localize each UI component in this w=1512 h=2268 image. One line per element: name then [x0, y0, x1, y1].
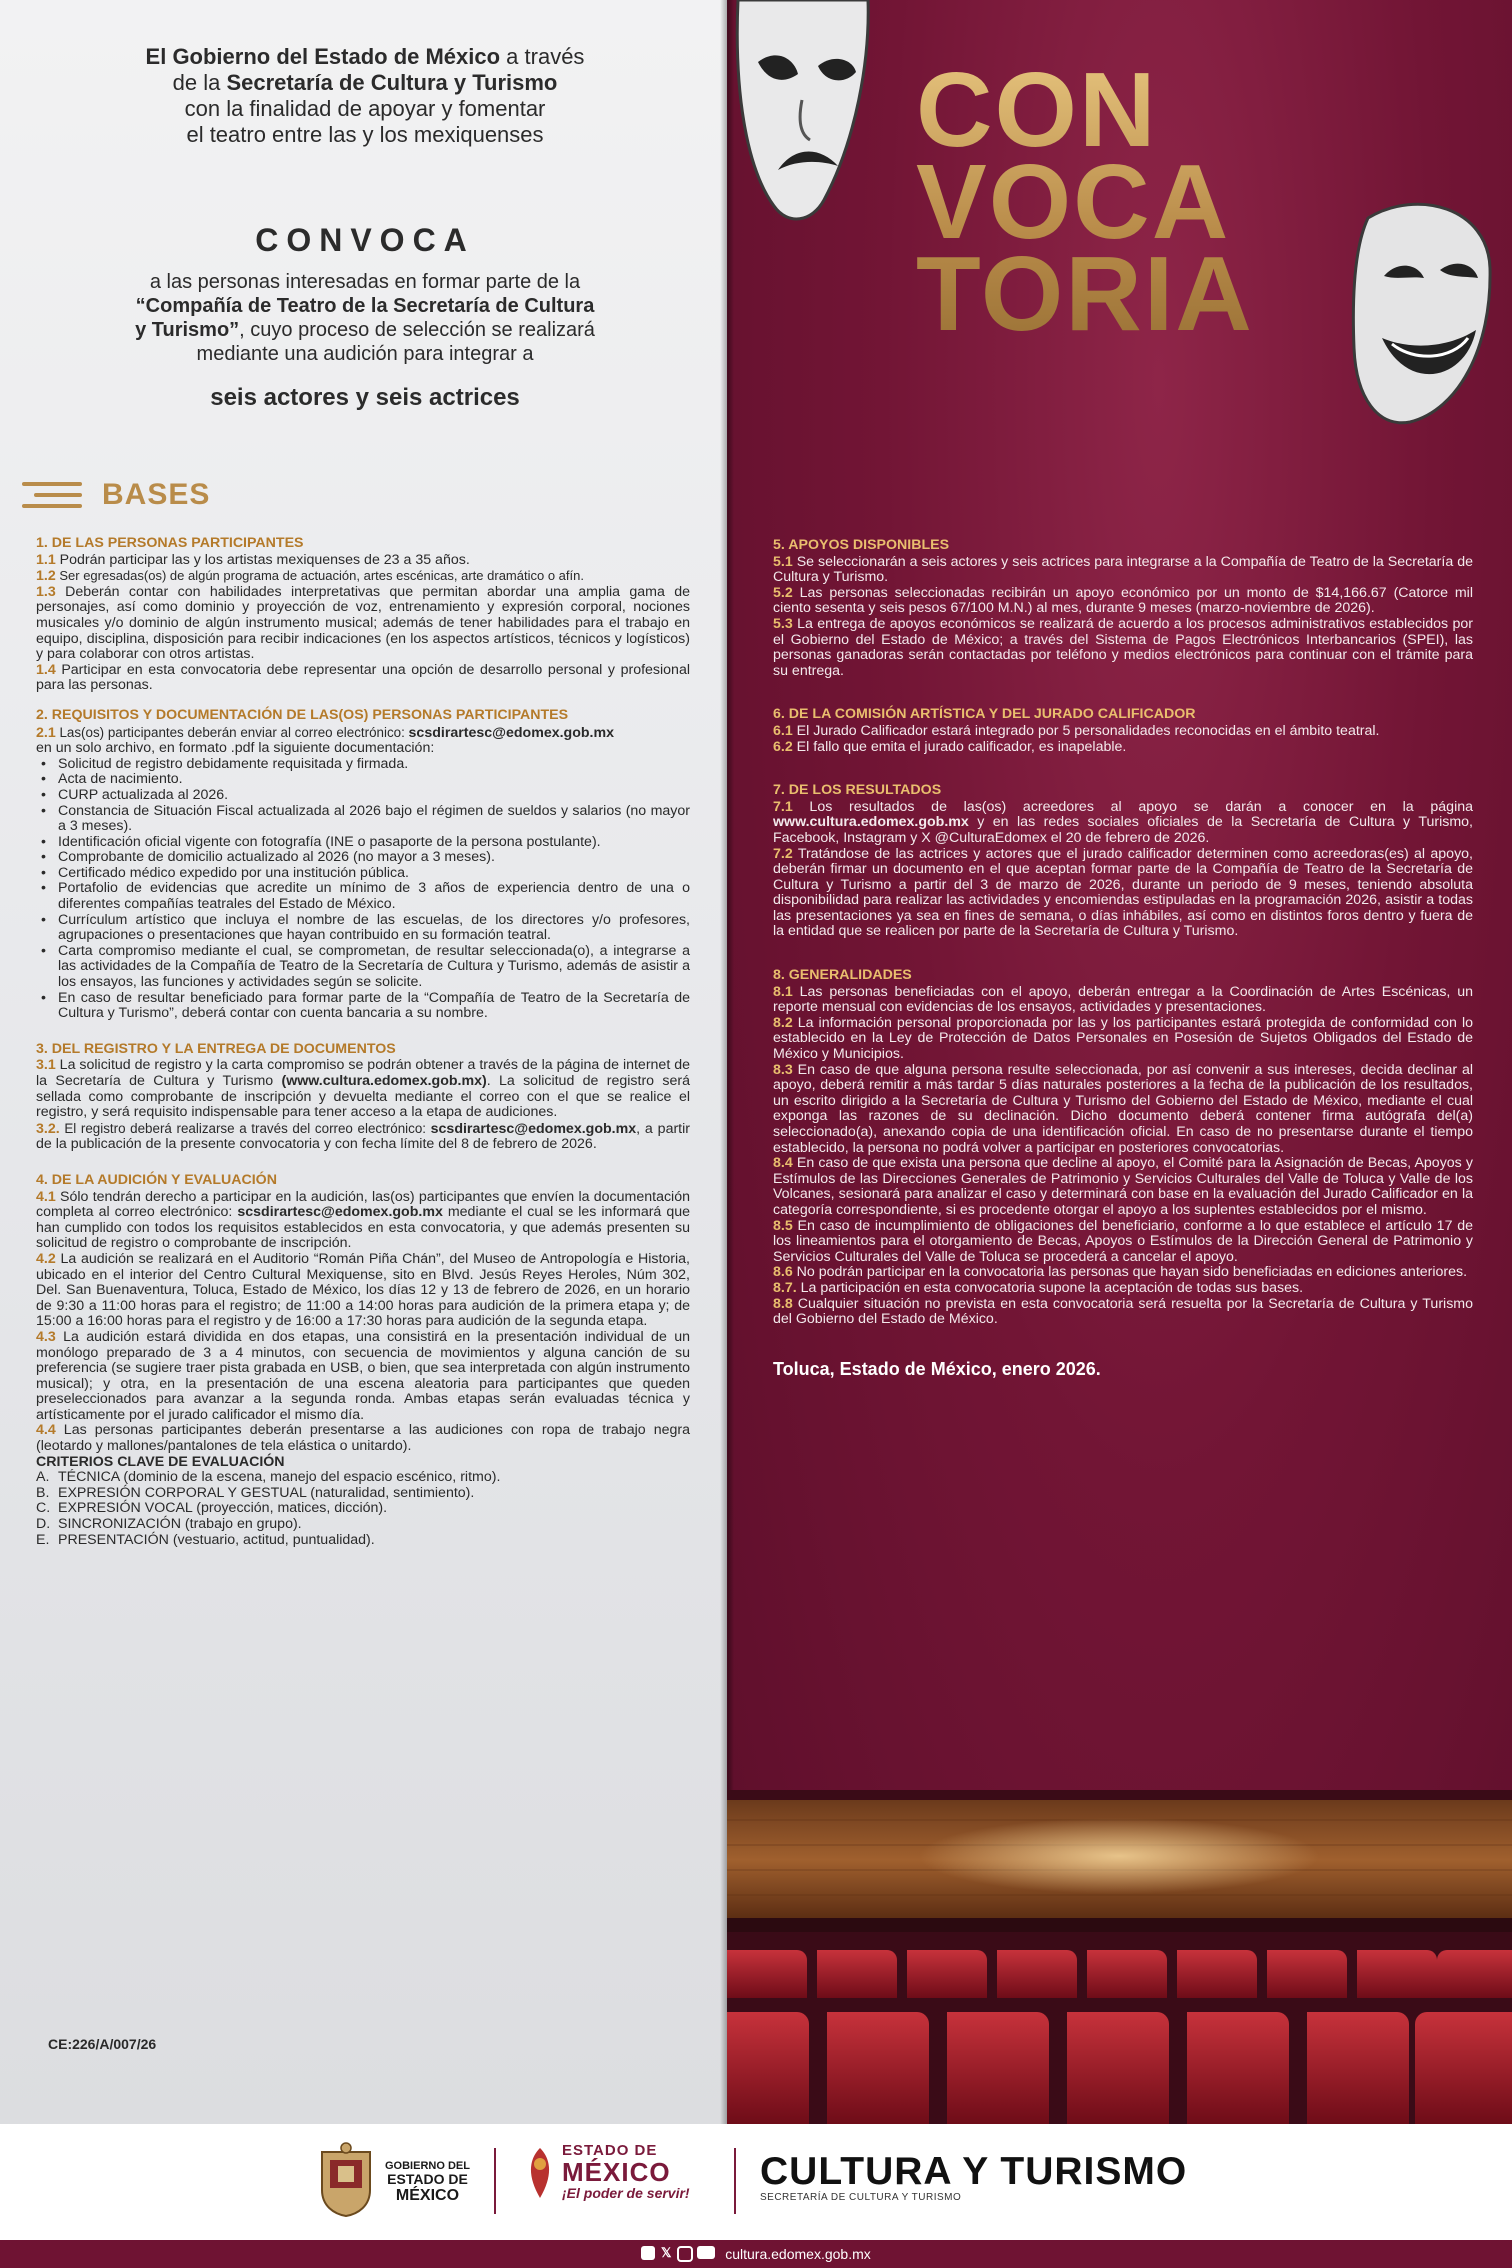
instagram-icon[interactable]: [677, 2246, 693, 2262]
section-title: 1. DE LAS PERSONAS PARTICIPANTES: [36, 535, 304, 551]
paragraph: 6.2 El fallo que emita el jurado calificador, es inapelable.: [773, 738, 1127, 755]
paragraph: 8.3 En caso de que alguna persona resulte seleccionada, por así convenir a sus intereses, decida declinar al apoyo, deberá remitir a más tardar 5 días naturales posteriores a la fecha de la publicación de los resultados, un escrito dirigido a la Secretaría de Cultura y Turismo del Gobierno del Estado de México, mediante el cual exponga las razones de su declinación. Dicho documento deberá contener firma autógrafa del(a) seleccionado(a), anexando copia de una identificación oficial. En caso de no presentarse durante el tiempo establecido, la persona no podrá volver a participar en posteriores convocatorias.: [773, 1061, 1473, 1156]
paragraph: 7.2 Tratándose de las actrices y actores que el jurado calificador determinen como acreedoras(es) al apoyo, deberán firmar un documento en el que aceptan formar parte de la Compañía de Teatro de la Secretaría de Cultura y Turismo a partir del 3 de marzo de 2026, durante un periodo de 9 meses, teniendo absoluta disponibilidad para realizar las actividades y encomiendas estipuladas en la programación 2026, asistir a todas las presentaciones ya sea en fines de semana, o días inhábiles, así como en distintos foros dentro y fuera de la entidad que se realicen por parte de la Secretaría de Cultura y Turismo.: [773, 845, 1473, 940]
criteria-item: A. TÉCNICA (dominio de la escena, manejo del espacio escénico, ritmo).: [36, 1469, 501, 1486]
bases-heading: [22, 478, 210, 512]
theater-stage-illustration: [727, 1790, 1512, 2124]
paragraph: 4.3 La audición estará dividida en dos etapas, una consistirá en la presentación individual de un monólogo preparado de 3 a 4 minutos, con secuencia de movimientos y alguna canción de su preferencia (se sugiere traer pista grabada en USB, o bien, que sea interpretada con algún instrumento musical); y otra, en la presentación de una escena aleatoria para participantes que queden preseleccionados para avanzar a la segunda ronda. Ambas etapas serán evaluadas técnica y artísticamente por el jurado calificador el mismo día.: [36, 1328, 690, 1423]
paragraph: 4.2 La audición se realizará en el Auditorio “Román Piña Chán”, del Museo de Antropología e Historia, ubicado en el interior del Centro Cultural Mexiquense, sito en Blvd. Jesús Reyes Heroles, Núm 302, Del. San Buenaventura, Toluca, Estado de México, los días 12 y 13 de febrero de 2026, en un horario de 9:30 a 11:00 horas para el registro; de 11:00 a 14:00 horas para audición de la primera etapa y; de 15:00 a 16:00 horas para el registro y de 16:00 a 17:30 horas para audición de la segunda etapa.: [36, 1250, 690, 1330]
paragraph: 2.1 Las(os) participantes deberán enviar al correo electrónico: scsdirartesc@edomex.gob.mx: [36, 724, 614, 741]
paragraph: 8.5 En caso de incumplimiento de obligaciones del beneficiario, conforme a lo que establece el artículo 17 de los lineamientos para el otorgamiento de Becas, Apoyos o Estímulos de la Dirección General de Patrimonio y Servicios Culturales del Valle de Toluca se procederá a cancelar el apoyo.: [773, 1217, 1473, 1265]
paragraph: 8.1 Las personas beneficiadas con el apoyo, deberán entregar a la Coordinación de Artes Escénicas, un reporte mensual con evidencias de los ensayos, actividades y presentaciones.: [773, 983, 1473, 1016]
lines-icon: [22, 480, 82, 510]
paragraph: 8.8 Cualquier situación no prevista en esta convocatoria será resuelta por la Secretaría de Cultura y Turismo del Gobierno del Estado de México.: [773, 1295, 1473, 1328]
list-item: • Acta de nacimiento.: [36, 772, 690, 788]
bases-title: BASES: [102, 478, 211, 511]
paragraph: 5.3 La entrega de apoyos económicos se realizará de acuerdo a los procesos administrativos establecidos por el Gobierno del Estado de México; a través del Sistema de Pagos Electrónicos Interbancarios (SPEI), las personas ganadoras serán contactadas por teléfono y medios electrónicos para continuar con el trámite para su entrega.: [773, 615, 1473, 679]
paragraph: 3.2. El registro deberá realizarse a través del correo electrónico: scsdirartesc@edomex.gob.mx, a partir de la publicación de la presente convocatoria y con fecha límite del 8 de febrero de 2026.: [36, 1120, 691, 1153]
email-link[interactable]: scsdirartesc@edomex.gob.mx: [430, 1120, 637, 1137]
cultura-turismo-logo: CULTURA Y TURISMO SECRETARÍA DE CULTURA Y TURISMO: [760, 2150, 1188, 2203]
list-item: • En caso de resultar beneficiado para formar parte de la “Compañía de Teatro de la Secretaría de Cultura y Turismo”, deberá contar con cuenta bancaria a su nombre.: [36, 991, 690, 1022]
closing-line: Toluca, Estado de México, enero 2026.: [773, 1358, 1101, 1379]
convoca-body: a las personas interesadas en formar parte de la “Compañía de Teatro de la Secretaría de Cultura y Turismo”, cuyo proceso de selección se realizará mediante una audición para integrar a: [135, 271, 595, 365]
paragraph: 8.7. La participación en esta convocatoria supone la aceptación de todas sus bases.: [773, 1279, 1304, 1296]
list-item: • Constancia de Situación Fiscal actualizada al 2026 bajo el régimen de sueldos y salarios (no mayor a 3 meses).: [36, 804, 690, 835]
bases-left-column: [36, 536, 690, 1548]
state-coat-of-arms-icon: [316, 2142, 376, 2218]
x-icon[interactable]: 𝕏: [660, 2245, 672, 2260]
list-item: • Certificado médico expedido por una institución pública.: [36, 866, 690, 882]
list-item: • Portafolio de evidencias que acredite un mínimo de 3 años de experiencia dentro de una o diferentes compañías teatrales del Estado de México.: [36, 881, 690, 912]
paragraph: 8.6 No podrán participar en la convocatoria las personas que hayan sido beneficiadas en ediciones anteriores.: [773, 1264, 1468, 1281]
section-title: 3. DEL REGISTRO Y LA ENTREGA DE DOCUMENTOS: [36, 1040, 396, 1057]
website-link[interactable]: (www.cultura.edomex.gob.mx): [281, 1073, 487, 1089]
convoca-highlight: seis actores y seis actrices: [210, 384, 520, 411]
section-title: 2. REQUISITOS Y DOCUMENTACIÓN DE LAS(OS) PERSONAS PARTICIPANTES: [36, 706, 569, 723]
paragraph: 4.4 Las personas participantes deberán presentarse a las audiciones con ropa de trabajo negra (leotardo y mallones/pantalones de tela elástica o unitardo).: [36, 1422, 690, 1455]
convocatoria-headline: CON VOCA TORIA: [916, 51, 1254, 353]
list-item: • Carta compromiso mediante el cual, se comprometan, de resultar seleccionada(o), a integrarse a las actividades de la Compañía de Teatro de la Secretaría de Cultura y Turismo, además de asistir a los ensayos, las funciones y actividades según se solicite.: [36, 944, 690, 991]
section-title: 4. DE LA AUDICIÓN Y EVALUACIÓN: [36, 1171, 277, 1188]
list-item: • CURP actualizada al 2026.: [36, 788, 690, 804]
section-title: 6. DE LA COMISIÓN ARTÍSTICA Y DEL JURADO CALIFICADOR: [773, 706, 1196, 723]
tragedy-mask-icon: [728, 0, 878, 230]
paragraph: 6.1 El Jurado Calificador estará integrado por 5 personalidades reconocidas en el ámbito teatral.: [773, 722, 1380, 739]
convoca-heading: CONVOCA: [255, 222, 475, 258]
paragraph: 1.4 Participar en esta convocatoria debe representar una opción de desarrollo personal y profesional para las personas.: [36, 661, 690, 694]
email-link[interactable]: scsdirartesc@edomex.gob.mx: [408, 724, 614, 741]
paragraph: 4.1 Sólo tendrán derecho a participar en la audición, las(os) participantes que envíen la documentación completa al correo electrónico: scsdirartesc@edomex.gob.mx mediante el cual se les informará que han cumplido con todos los requisitos establecidos en esta convocatoria, y que además presenten su solicitud de registro o comprobante de inscripción.: [36, 1188, 690, 1252]
section-title: 5. APOYOS DISPONIBLES: [773, 537, 950, 553]
footer-website-link[interactable]: cultura.edomex.gob.mx: [725, 2246, 871, 2262]
paragraph: 1.1 Podrán participar las y los artistas mexiquenses de 23 a 35 años.: [36, 551, 470, 568]
footer-divider: [494, 2148, 496, 2214]
facebook-icon[interactable]: [641, 2246, 655, 2260]
list-item: • Solicitud de registro debidamente requisitada y firmada.: [36, 757, 690, 773]
list-item: • Comprobante de domicilio actualizado al 2026 (no mayor a 3 meses).: [36, 850, 690, 866]
gov-logo-text: GOBIERNO DEL ESTADO DE MÉXICO: [385, 2160, 470, 2204]
social-icons: [641, 2246, 715, 2262]
intro-text: El Gobierno del Estado de México a través de la Secretaría de Cultura y Turismo con la finalidad de apoyar y fomentar el teatro entre las y los mexiquenses: [145, 44, 585, 147]
website-link[interactable]: www.cultura.edomex.gob.mx: [773, 814, 969, 831]
reference-code: CE:226/A/007/26: [48, 2036, 157, 2052]
paragraph: 1.3 Deberán contar con habilidades interpretativas que permitan abordar una amplia gama de personajes, así como dominio y proyección de voz, entrenamiento y expresión corporal, nociones musicales y/o dominio de algún instrumento musical; además de tener habilidades para el trabajo en equipo, disciplina, disposición para recibir indicaciones (en los aspectos artísticos, técnicos y logísticos) y para colaborar con otros artistas.: [36, 583, 690, 663]
section-title: 8. GENERALIDADES: [773, 967, 912, 984]
criteria-item: C. EXPRESIÓN VOCAL (proyección, matices, dicción).: [36, 1500, 388, 1517]
paragraph: 8.2 La información personal proporcionada por las y los participantes estará protegida de conformidad con lo establecido en la Ley de Protección de Datos Personales en Posesión de Sujetos Obligados del Estado de México y Municipios.: [773, 1014, 1473, 1063]
paragraph: 7.1 Los resultados de las(os) acreedores al apoyo se darán a conocer en la página www.cultura.edomex.gob.mx y en las redes sociales oficiales de la Secretaría de Cultura y Turismo, Facebook, Instagram y X @CulturaEdomex el 20 de febrero de 2026.: [773, 798, 1473, 846]
list-item: • Identificación oficial vigente con fotografía (INE o pasaporte de la persona postulante).: [36, 835, 690, 851]
list-item: • Currículum artístico que incluya el nombre de las escuelas, de los directores y/o profesores, agrupaciones o presentaciones que hayan contribuido en su formación teatral.: [36, 913, 690, 944]
criteria-item: B. EXPRESIÓN CORPORAL Y GESTUAL (naturalidad, sentimiento).: [36, 1484, 475, 1501]
criteria-item: E. PRESENTACIÓN (vestuario, actitud, puntualidad).: [36, 1531, 375, 1548]
email-link[interactable]: scsdirartesc@edomex.gob.mx: [237, 1204, 443, 1221]
paragraph: 3.1 La solicitud de registro y la carta compromiso se podrán obtener a través de la página de internet de la Secretaría de Cultura y Turismo (www.cultura.edomex.gob.mx). La solicitud de registro será sellada como comprobante de inscripción y devuelta mediante el correo con el que se realice el registro, y será requisito indispensable para tener acceso a la etapa de audiciones.: [36, 1057, 690, 1121]
state-brand-icon: [520, 2144, 560, 2202]
footer-divider: [734, 2148, 736, 2214]
paragraph: en un solo archivo, en formato .pdf la siguiente documentación:: [36, 740, 435, 757]
youtube-icon[interactable]: [697, 2246, 715, 2259]
comedy-mask-icon: [1348, 198, 1493, 428]
paragraph: 5.1 Se seleccionarán a seis actores y seis actrices para integrarse a la Compañía de Teatro de la Secretaría de Cultura y Turismo.: [773, 553, 1473, 586]
footer-bar: [0, 2240, 1512, 2268]
paragraph: 1.2 Ser egresadas(os) de algún programa de actuación, artes escénicas, arte dramático o afín.: [36, 568, 584, 585]
paragraph: 5.2 Las personas seleccionadas recibirán un apoyo económico por un monto de $14,166.67 (Catorce mil ciento sesenta y seis pesos 67/100 M.N.) al mes, durante 9 meses (marzo-noviembre de 2026).: [773, 584, 1473, 617]
estado-mexico-logo: ESTADO DE MÉXICO ¡El poder de servir!: [562, 2142, 690, 2201]
footer: [0, 2124, 1512, 2240]
paragraph: 8.4 En caso de que exista una persona que decline al apoyo, el Comité para la Asignación de Becas, Apoyos y Estímulos de las Direcciones Generales de Patrimonio y Servicios Culturales del Valle de Toluca y Valle de los Volcanes, sesionará para analizar el caso y determinará con base en la evaluación del Jurado Calificador en la categoría correspondiente, si es procedente otorgar el apoyo a los suplentes establecidos por el mismo.: [773, 1155, 1473, 1218]
criteria-title: CRITERIOS CLAVE DE EVALUACIÓN: [36, 1453, 285, 1470]
criteria-item: D. SINCRONIZACIÓN (trabajo en grupo).: [36, 1516, 302, 1533]
bases-right-column: [773, 538, 1473, 1377]
section-title: 7. DE LOS RESULTADOS: [773, 782, 942, 799]
